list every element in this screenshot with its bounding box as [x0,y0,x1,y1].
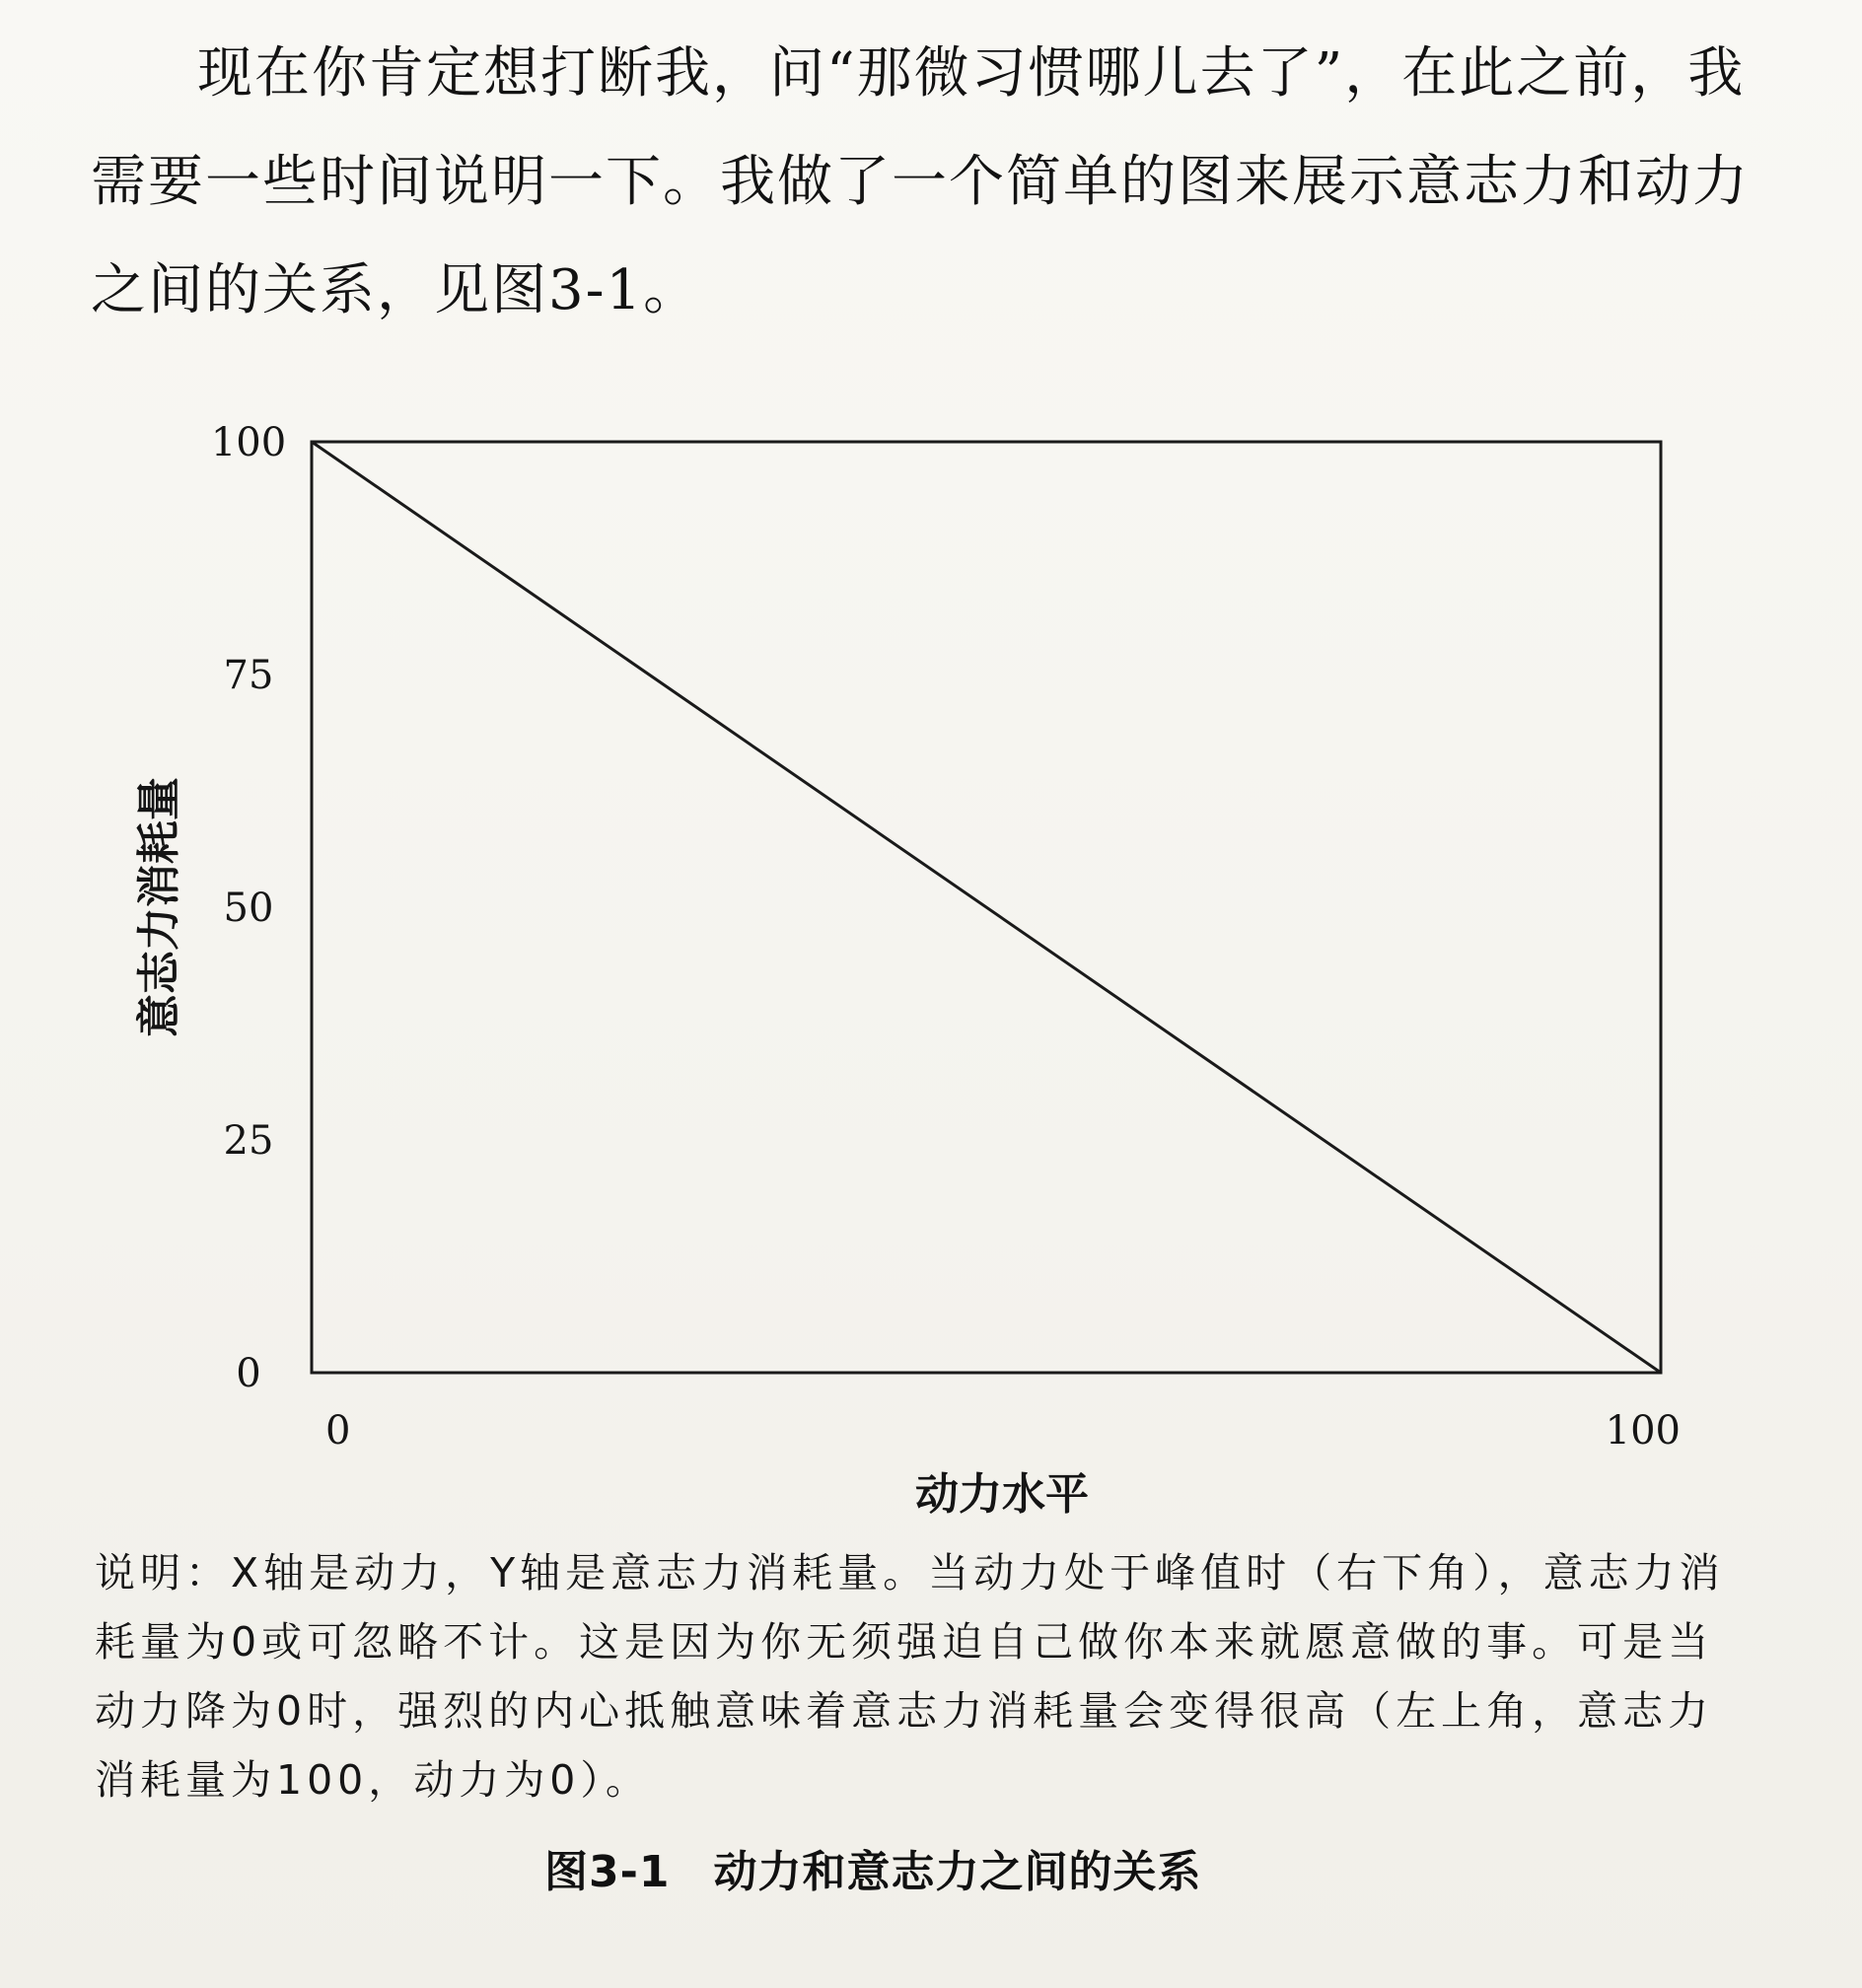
x-tick-label: 0 [325,1408,351,1454]
series-line [312,442,1661,1373]
intro-line: 之间的关系，见图3-1。 [91,258,701,322]
x-tick-labels [325,1408,1681,1454]
caption-line: 动力降为0时，强烈的内心抵触意味着意志力消耗量会变得很高（左上角，意志力 [95,1687,1714,1735]
y-tick-labels [211,420,286,1396]
figure-title-text: 动力和意志力之间的关系 [713,1847,1202,1897]
figure-caption [95,1538,1771,1814]
y-tick-label: 75 [223,653,274,698]
x-axis-title: 动力水平 [915,1469,1089,1520]
x-tick-label: 100 [1605,1408,1681,1454]
caption-line: 消耗量为100，动力为0）。 [95,1756,651,1804]
caption-line: 说明：X轴是动力，Y轴是意志力消耗量。当动力处于峰值时（右下角），意志力消 [95,1549,1725,1597]
y-tick-label: 50 [223,886,274,931]
series-group [312,442,1661,1373]
intro-line: 现在你肯定想打断我，问“那微习惯哪儿去了”，在此之前，我 [197,41,1746,106]
y-tick-label: 25 [223,1118,274,1164]
caption-line: 耗量为0或可忽略不计。这是因为你无须强迫自己做你本来就愿意做的事。可是当 [95,1618,1714,1666]
figure-title [544,1836,1202,1899]
y-axis-title: 意志力消耗量 [134,777,184,1037]
y-tick-label: 100 [210,420,287,465]
y-tick-label: 0 [236,1351,261,1396]
intro-line: 需要一些时间说明一下。我做了一个简单的图来展示意志力和动力 [91,150,1750,214]
figure-number: 图3-1 [544,1847,671,1897]
